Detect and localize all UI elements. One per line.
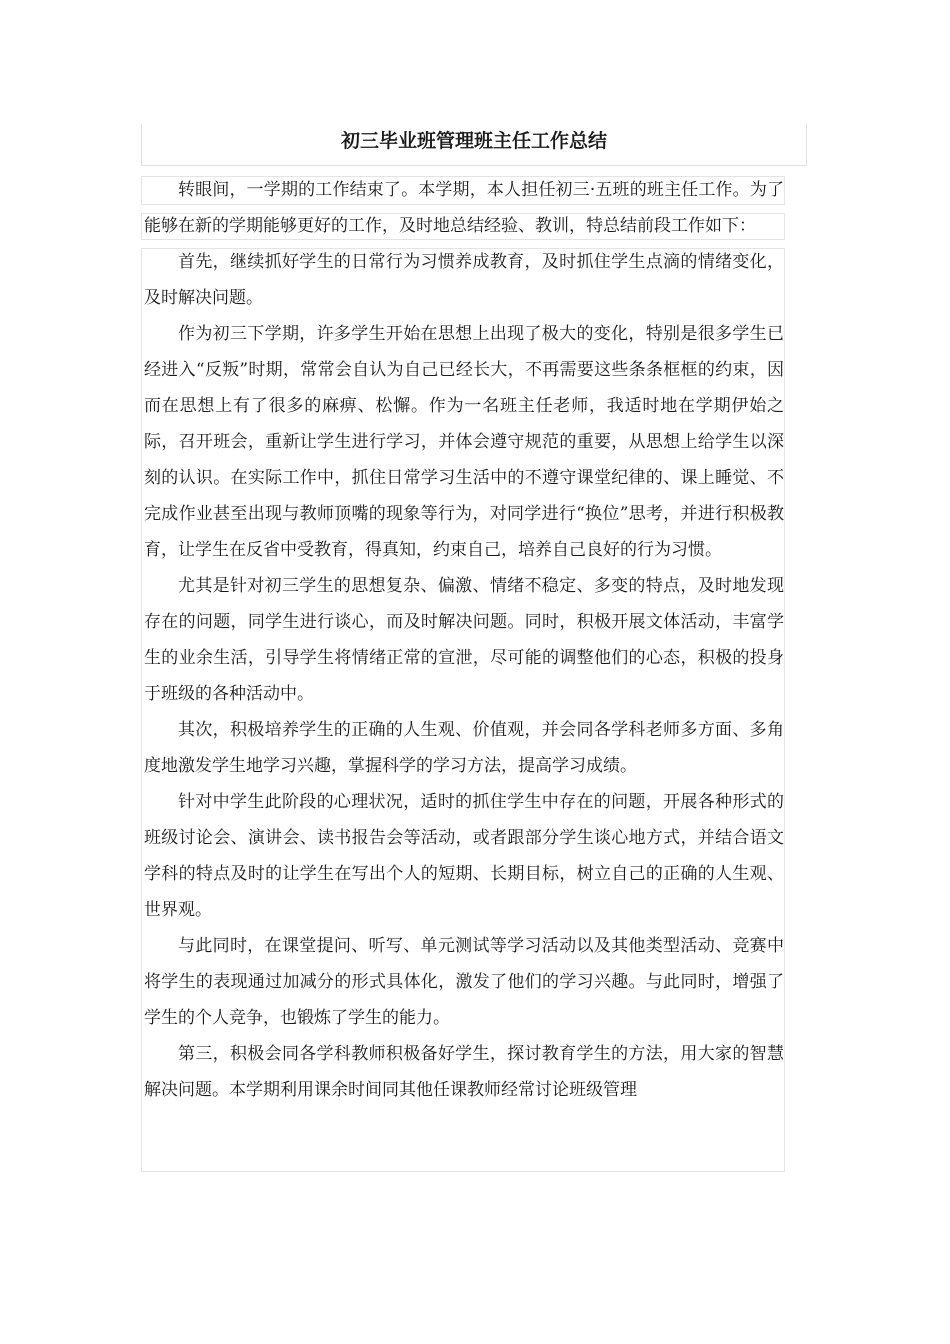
paragraph: 第三，积极会同各学科教师积极备好学生，探讨教育学生的方法，用大家的智慧解决问题。本学期利用课余时间同其他任课教师经常讨论班级管理 — [144, 1044, 784, 1100]
document-title: 初三毕业班管理班主任工作总结 — [340, 130, 607, 152]
paragraph: 尤其是针对初三学生的思想复杂、偏激、情绪不稳定、多变的特点，及时地发现存在的问题，同学生进行谈心，而及时解决问题。同时，积极开展文体活动，丰富学生的业余生活，引导学生将情绪正常的宣泄，尽可能的调整他们的心态，积极的投身于班级的各种活动中。 — [144, 576, 784, 704]
document-body — [144, 172, 784, 1108]
paragraph: 针对中学生此阶段的心理状况，适时的抓住学生中存在的问题，开展各种形式的班级讨论会、演讲会、读书报告会等活动，或者跟部分学生谈心地方式，并结合语文学科的特点及时的让学生在写出个人的短期、长期目标，树立自己的正确的人生观、世界观。 — [144, 792, 784, 920]
paragraph: 转眼间，一学期的工作结束了。本学期，本人担任初三·五班的班主任工作。为了能够在新的学期能够更好的工作，及时地总结经验、教训，特总结前段工作如下： — [144, 180, 784, 236]
paragraph: 首先，继续抓好学生的日常行为习惯养成教育，及时抓住学生点滴的情绪变化，及时解决问题。 — [144, 252, 784, 308]
paragraph: 与此同时，在课堂提问、听写、单元测试等学习活动以及其他类型活动、竞赛中将学生的表现通过加减分的形式具体化，激发了他们的学习兴趣。与此同时，增强了学生的个人竞争，也锻炼了学生的能力。 — [144, 936, 784, 1028]
paragraph: 作为初三下学期，许多学生开始在思想上出现了极大的变化，特别是很多学生已经进入“反叛”时期，常常会自认为自己已经长大，不再需要这些条条框框的约束，因而在思想上有了很多的麻痹、松懈。作为一名班主任老师，我适时地在学期伊始之际，召开班会，重新让学生进行学习，并体会遵守规范的重要，从思想上给学生以深刻的认识。在实际工作中，抓住日常学习生活中的不遵守课堂纪律的、课上睡觉、不完成作业甚至出现与教师顶嘴的现象等行为，对同学进行“换位”思考，并进行积极教育，让学生在反省中受教育，得真知，约束自己，培养自己良好的行为习惯。 — [144, 324, 784, 560]
paragraph: 其次，积极培养学生的正确的人生观、价值观，并会同各学科老师多方面、多角度地激发学生地学习兴趣，掌握科学的学习方法，提高学习成绩。 — [144, 720, 784, 776]
